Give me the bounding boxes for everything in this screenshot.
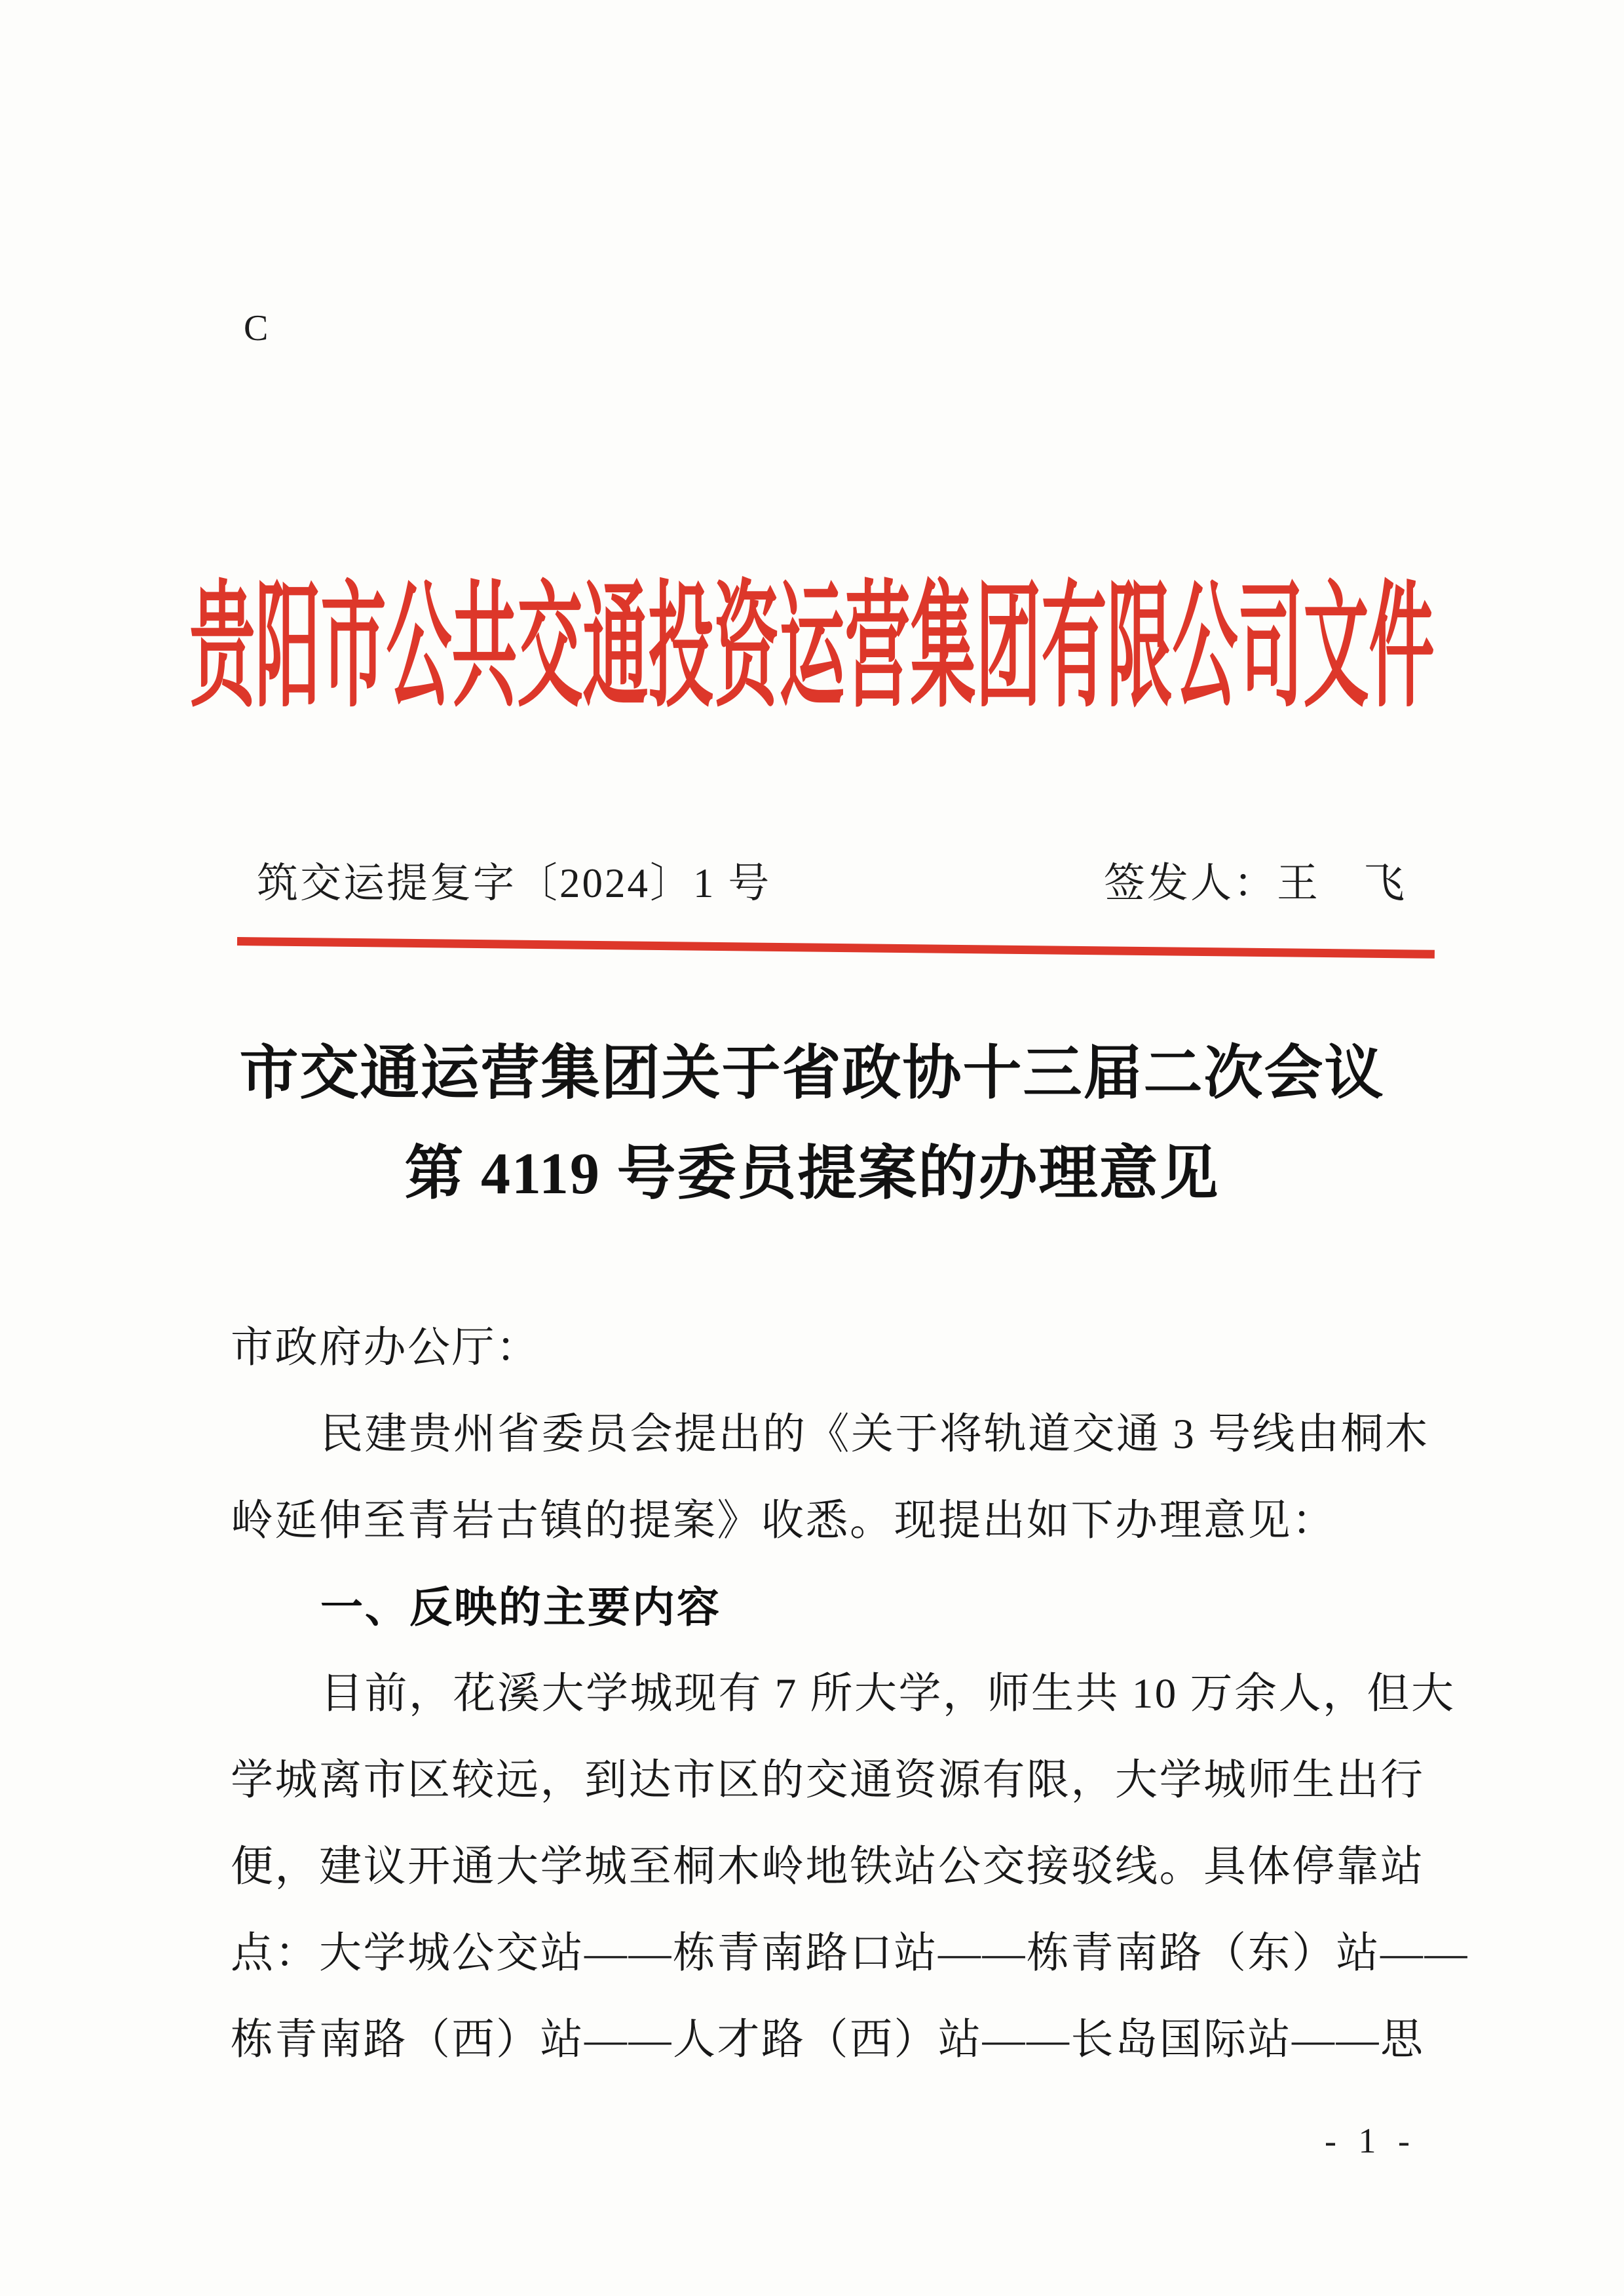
document-title-line-2: 第 4119 号委员提案的办理意见 [404, 1141, 1220, 1206]
body-line: 便，建议开通大学城至桐木岭地铁站公交接驳线。具体停靠站 [231, 1843, 1425, 1890]
issuer: 签发人：王 飞 [1104, 860, 1407, 906]
body-line: 民建贵州省委员会提出的《关于将轨道交通 3 号线由桐木 [320, 1411, 1429, 1458]
body-line: 学城离市区较远，到达市区的交通资源有限，大学城师生出行 [231, 1757, 1425, 1804]
salutation: 市政府办公厅： [231, 1324, 540, 1371]
document-title-line-1: 市交通运营集团关于省政协十三届二次会议 [239, 1041, 1385, 1106]
body-line: 岭延伸至青岩古镇的提案》收悉。现提出如下办理意见： [231, 1497, 1336, 1544]
body-line: 栋青南路（西）站——人才路（西）站——长岛国际站——思 [231, 2016, 1425, 2063]
document-body [231, 1305, 1469, 2083]
document-number-row [257, 860, 1407, 907]
document-title [0, 1024, 1624, 1224]
page-number: - 1 - [1325, 2121, 1416, 2160]
body-line: 目前，花溪大学城现有 7 所大学，师生共 10 万余人，但大 [320, 1670, 1456, 1717]
letterhead [0, 572, 1624, 724]
section-heading-1: 一、反映的主要内容 [320, 1583, 722, 1631]
letterhead-org-title: 贵阳市公共交通投资运营集团有限公司文件 [189, 572, 1435, 724]
document-number: 筑交运提复字〔2024〕1 号 [257, 860, 772, 906]
body-line: 点：大学城公交站——栋青南路口站——栋青南路（东）站—— [231, 1930, 1469, 1977]
corner-mark: C [244, 308, 269, 349]
red-divider-rule [237, 937, 1435, 959]
